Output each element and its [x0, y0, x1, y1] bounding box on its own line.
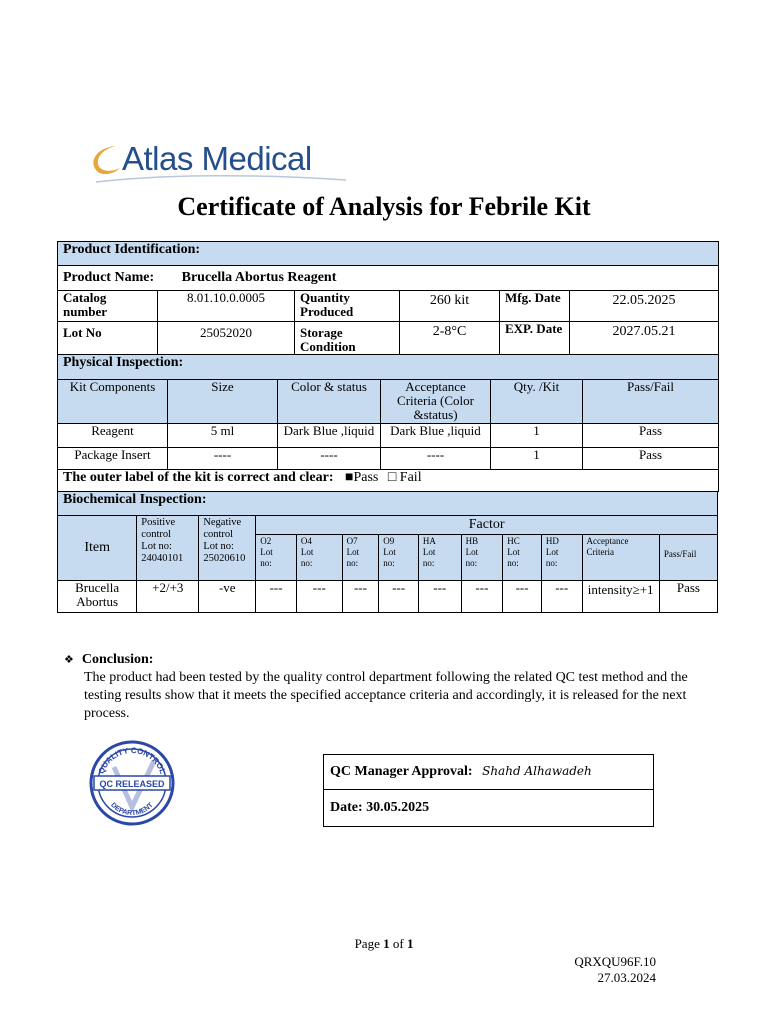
page-total: 1: [406, 936, 414, 951]
factor-name: HD: [545, 536, 559, 546]
factor-col-hd: [541, 535, 582, 581]
cell: 5 ml: [168, 424, 278, 448]
page-number: [0, 936, 768, 952]
factor-col-o9: [379, 535, 419, 581]
conclusion-text: The product had been tested by the quality control department following the related QC test method and the testing results show that it meets the specified acceptance criteria and accordingly, it is released for the next process.: [84, 670, 688, 721]
lot-value: 25052020: [158, 322, 295, 355]
pos-line: Positive: [141, 517, 176, 528]
exp-date-label: EXP. Date: [500, 322, 570, 355]
col-acceptance-criteria: Acceptance Criteria (Color &status): [381, 380, 491, 424]
factor-lot: Lot: [346, 547, 360, 557]
factor-no: no:: [300, 558, 313, 568]
neg-lot-number: 25020610: [203, 553, 246, 564]
product-name-label: Product Name:: [63, 270, 155, 285]
qc-stamp-icon: [88, 737, 176, 829]
document-title: Certificate of Analysis for Febrile Kit: [177, 192, 591, 221]
storage-label: Storage Condition: [295, 322, 400, 355]
cell: 1: [491, 424, 583, 448]
bio-acceptance: intensity≥+1: [582, 581, 659, 613]
biochemical-inspection-table: [57, 491, 718, 613]
lot-label: Lot No: [58, 322, 158, 355]
neg-line: control: [203, 529, 234, 540]
factor-no: no:: [465, 558, 478, 568]
factor-lot: Lot: [260, 547, 273, 557]
approval-table: [323, 754, 654, 827]
factor-col-o7: [342, 535, 379, 581]
neg-line: Negative: [203, 517, 242, 528]
bio-negative: -ve: [199, 581, 256, 613]
neg-line: Lot no:: [203, 541, 234, 552]
storage-value: 2-8°C: [400, 322, 500, 355]
factor-lot: Lot: [383, 547, 396, 557]
stamp-top-text: QUALITY CONTROL: [96, 745, 168, 776]
form-date: 27.03.2024: [597, 970, 656, 985]
cell: Reagent: [58, 424, 168, 448]
cell: Dark Blue ,liquid: [381, 424, 491, 448]
bio-factor-value: ---: [541, 581, 582, 613]
factor-col-hc: [503, 535, 542, 581]
bullet-icon: ❖: [64, 654, 74, 666]
col-positive-control: [137, 516, 199, 581]
factor-lot: Lot: [507, 547, 520, 557]
page-prefix: Page: [354, 936, 384, 951]
factor-lot: Lot: [300, 547, 314, 557]
conclusion-heading-line: [64, 651, 704, 669]
bio-positive: +2/+3: [137, 581, 199, 613]
mfg-date-label: Mfg. Date: [500, 291, 570, 322]
factor-lot: Lot: [422, 547, 436, 557]
cell: Dark Blue ,liquid: [278, 424, 381, 448]
factor-col-hb: [461, 535, 503, 581]
factor-name: O4: [300, 536, 312, 546]
factor-no: no:: [422, 558, 435, 568]
col-factor-group: Factor: [256, 516, 718, 535]
bio-factor-value: ---: [418, 581, 461, 613]
factor-no: no:: [260, 558, 272, 568]
catalog-label: Catalog number: [58, 291, 158, 322]
manager-signature: Shahd Alhawadeh: [482, 764, 592, 778]
conclusion-section: [64, 651, 704, 723]
bio-factor-value: ---: [342, 581, 379, 613]
col-negative-control: [199, 516, 256, 581]
cell: ----: [168, 448, 278, 470]
page-current: 1: [383, 936, 390, 951]
col-qty-kit: Qty. /Kit: [491, 380, 583, 424]
section-header-biochemical-inspection: Biochemical Inspection:: [58, 492, 718, 516]
table-row: [58, 424, 719, 448]
stamp-center-text: QC RELEASED: [99, 779, 165, 789]
page-of: of: [389, 936, 407, 951]
factor-no: no:: [507, 558, 519, 568]
approval-date: Date: 30.05.2025: [324, 790, 654, 827]
col-color-status: Color & status: [278, 380, 381, 424]
company-logo: [86, 138, 356, 190]
col-size: Size: [168, 380, 278, 424]
pos-line: Lot no:: [141, 541, 172, 552]
factor-no: no:: [346, 558, 359, 568]
cell: Pass: [583, 448, 719, 470]
factor-name: O7: [346, 536, 358, 546]
product-identification-table: [57, 241, 719, 355]
document-code: [574, 954, 656, 986]
factor-name: O2: [260, 536, 272, 546]
approval-label: QC Manager Approval:: [330, 764, 473, 779]
logo-text: Atlas Medical: [122, 140, 312, 177]
conclusion-heading: Conclusion:: [81, 652, 154, 667]
bio-factor-value: ---: [503, 581, 542, 613]
bio-factor-value: ---: [256, 581, 297, 613]
product-name-row: [58, 266, 719, 291]
factor-col-ha: [418, 535, 461, 581]
factor-name: HC: [507, 536, 520, 546]
factor-lot: Lot: [465, 547, 479, 557]
quantity-label: Quantity Produced: [295, 291, 400, 322]
pass-checkbox: ■Pass: [344, 470, 379, 485]
table-row: [58, 448, 719, 470]
outer-label-row: [58, 470, 719, 492]
factor-lot: Lot: [545, 547, 559, 557]
physical-inspection-table: [57, 354, 719, 492]
factor-no: no:: [383, 558, 395, 568]
form-code: QRXQU96F.10: [574, 954, 656, 969]
section-header-physical-inspection: Physical Inspection:: [58, 355, 719, 380]
bio-item: Brucella Abortus: [58, 581, 137, 613]
stamp-bottom-text: DEPARTMENT: [109, 801, 155, 818]
exp-date-value: 2027.05.21: [570, 322, 719, 355]
outer-label-text: The outer label of the kit is correct and clear:: [63, 470, 334, 485]
fail-checkbox: □ Fail: [387, 470, 422, 485]
bio-factor-value: ---: [296, 581, 342, 613]
pos-line: control: [141, 529, 172, 540]
col-bio-pass-fail: Pass/Fail: [659, 535, 717, 581]
factor-no: no:: [545, 558, 558, 568]
factor-name: HA: [422, 536, 436, 546]
quantity-value: 260 kit: [400, 291, 500, 322]
factor-name: O9: [383, 536, 395, 546]
pos-lot-number: 24040101: [141, 553, 184, 564]
cell: ----: [381, 448, 491, 470]
table-row: [58, 581, 718, 613]
qc-released-stamp: [88, 737, 176, 829]
col-bio-acceptance: Acceptance Criteria: [582, 535, 659, 581]
cell: Package Insert: [58, 448, 168, 470]
cell: Pass: [583, 424, 719, 448]
bio-factor-value: ---: [379, 581, 419, 613]
col-kit-components: Kit Components: [58, 380, 168, 424]
mfg-date-value: 22.05.2025: [570, 291, 719, 322]
factor-name: HB: [465, 536, 479, 546]
factor-col-o2: [256, 535, 297, 581]
cell: ----: [278, 448, 381, 470]
col-pass-fail: Pass/Fail: [583, 380, 719, 424]
factor-col-o4: [296, 535, 342, 581]
cell: 1: [491, 448, 583, 470]
bio-factor-value: ---: [461, 581, 503, 613]
catalog-value: 8.01.10.0.0005: [158, 291, 295, 322]
product-name-value: Brucella Abortus Reagent: [181, 270, 337, 285]
col-item: Item: [58, 516, 137, 581]
bio-result: Pass: [659, 581, 717, 613]
section-header-product-identification: Product Identification:: [58, 242, 719, 266]
approval-cell: [324, 755, 654, 790]
